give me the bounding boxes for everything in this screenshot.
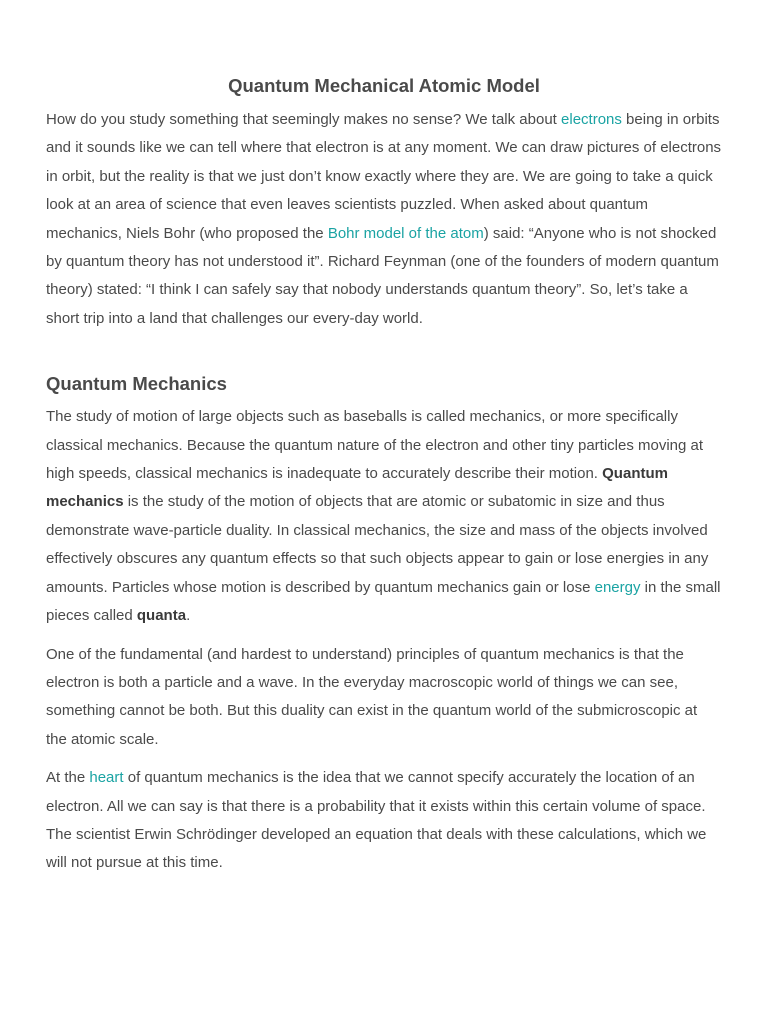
intro-text-2: being in orbits and it sounds like we can tell where that electron is at any moment. We can draw pictures of electrons in orbit, but the reality is that we just don’t know exactly where they are. We are going to take a quick look at an area of science that even leaves scientists puzzled. When asked about quantum mechanics, Niels Bohr (who proposed the <box>46 111 722 242</box>
p1-text-4: . <box>186 607 191 625</box>
section-paragraph-1 <box>46 403 722 630</box>
intro-paragraph <box>46 106 722 333</box>
heart-link[interactable]: heart <box>89 769 124 787</box>
electrons-link[interactable]: electrons <box>561 111 622 128</box>
page-title: Quantum Mechanical Atomic Model <box>228 75 540 96</box>
quanta-term: quanta <box>136 607 187 625</box>
p3-text-2: of quantum mechanics is the idea that we cannot specify accurately the location of an electron. All we can say is that there is a probability that it exists within this certain volume of space. The scientist Erwin Schrödinger developed an equation that deals with these calculations, which we will not pursue at this time. <box>46 769 707 872</box>
bohr-model-link[interactable]: Bohr model of the atom <box>327 224 484 242</box>
p1-text-1: The study of motion of large objects such as baseballs is called mechanics, or more specifically classical mechanics. Because the quantum nature of the electron and other tiny particles moving at high speeds, classical mechanics is inadequate to accurately describe their motion. <box>46 408 704 483</box>
article <box>46 72 722 878</box>
energy-link[interactable]: energy <box>594 578 641 596</box>
quantum-mechanics-term: Quantum mechanics <box>46 465 668 511</box>
intro-text-3: ) said: “Anyone who is not shocked by quantum theory has not understood it”. Richard Feynman (one of the founders of modern quantum theory) stated: “I think I can safely say that nobody understands quantum theory”. So, let’s take a short trip into a land that challenges our every-day world. <box>46 224 719 327</box>
p1-text-3: in the small pieces called <box>46 578 721 625</box>
p1-text-2: is the study of the motion of objects that are atomic or subatomic in size and thus demonstrate wave-particle duality. In classical mechanics, the size and mass of the objects involved effectively obscures any quantum effects so that such objects appear to gain or lose energies in any amounts. Particles whose motion is described by quantum mechanics gain or lose <box>46 493 709 596</box>
section-paragraph-2: One of the fundamental (and hardest to understand) principles of quantum mechanics is that the electron is both a particle and a wave. In the everyday macroscopic world of things we can see, something cannot be both. But this duality can exist in the quantum world of the submicroscopic at the atomic scale. <box>46 645 698 748</box>
section-paragraph-3 <box>46 764 722 878</box>
p3-text-1: At the <box>46 769 90 787</box>
intro-text-1: How do you study something that seemingly makes no sense? We talk about <box>46 111 562 128</box>
section-heading: Quantum Mechanics <box>46 373 227 395</box>
